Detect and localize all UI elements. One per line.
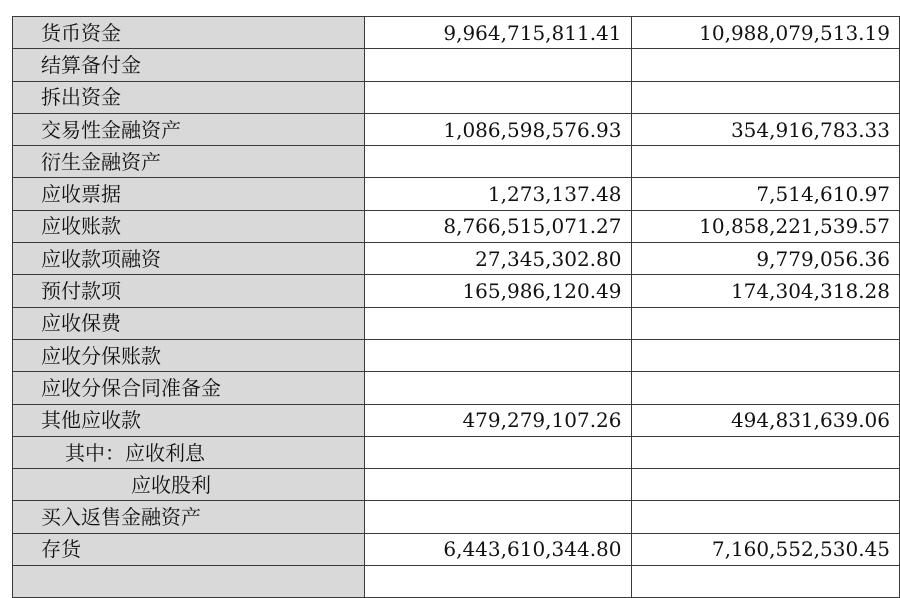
row-label: 预付款项 — [13, 275, 365, 307]
current-period-value — [365, 307, 631, 339]
row-label: 应收保费 — [13, 307, 365, 339]
previous-period-value — [631, 49, 900, 81]
row-label: 应收分保合同准备金 — [13, 372, 365, 404]
current-period-value: 1,273,137.48 — [365, 178, 631, 210]
table-row — [13, 339, 900, 371]
previous-period-value — [631, 469, 900, 501]
table-row — [13, 404, 900, 436]
current-period-value — [365, 81, 631, 113]
current-period-value — [365, 501, 631, 533]
row-label: 其他应收款 — [13, 404, 365, 436]
table-row — [13, 49, 900, 81]
table-row — [13, 566, 900, 598]
previous-period-value: 9,779,056.36 — [631, 243, 900, 275]
current-period-value: 1,086,598,576.93 — [365, 113, 631, 145]
previous-period-value: 494,831,639.06 — [631, 404, 900, 436]
previous-period-value — [631, 307, 900, 339]
previous-period-value: 7,514,610.97 — [631, 178, 900, 210]
row-label — [13, 566, 365, 598]
table-row — [13, 469, 900, 501]
current-period-value: 8,766,515,071.27 — [365, 210, 631, 242]
table-row — [13, 436, 900, 468]
current-period-value — [365, 372, 631, 404]
current-period-value — [365, 146, 631, 178]
table-row — [13, 307, 900, 339]
table-row — [13, 81, 900, 113]
previous-period-value — [631, 81, 900, 113]
table-row — [13, 17, 900, 49]
current-period-value: 27,345,302.80 — [365, 243, 631, 275]
row-label: 应收款项融资 — [13, 243, 365, 275]
previous-period-value: 354,916,783.33 — [631, 113, 900, 145]
current-period-value — [365, 339, 631, 371]
current-period-value: 165,986,120.49 — [365, 275, 631, 307]
current-period-value: 479,279,107.26 — [365, 404, 631, 436]
table-row — [13, 372, 900, 404]
table-row — [13, 501, 900, 533]
balance-sheet-body — [13, 17, 900, 598]
table-row — [13, 210, 900, 242]
row-label: 其中：应收利息 — [13, 436, 365, 468]
previous-period-value: 7,160,552,530.45 — [631, 533, 900, 565]
table-row — [13, 243, 900, 275]
row-label: 买入返售金融资产 — [13, 501, 365, 533]
table-row — [13, 113, 900, 145]
table-row — [13, 533, 900, 565]
row-label: 应收分保账款 — [13, 339, 365, 371]
current-period-value — [365, 566, 631, 598]
row-label: 应收账款 — [13, 210, 365, 242]
previous-period-value — [631, 146, 900, 178]
row-label: 拆出资金 — [13, 81, 365, 113]
current-period-value: 9,964,715,811.41 — [365, 17, 631, 49]
row-label: 存货 — [13, 533, 365, 565]
previous-period-value: 10,858,221,539.57 — [631, 210, 900, 242]
row-label: 结算备付金 — [13, 49, 365, 81]
previous-period-value: 10,988,079,513.19 — [631, 17, 900, 49]
table-row — [13, 178, 900, 210]
previous-period-value — [631, 372, 900, 404]
previous-period-value — [631, 339, 900, 371]
row-label: 交易性金融资产 — [13, 113, 365, 145]
current-period-value — [365, 49, 631, 81]
current-period-value: 6,443,610,344.80 — [365, 533, 631, 565]
row-label: 应收票据 — [13, 178, 365, 210]
table-row — [13, 146, 900, 178]
previous-period-value — [631, 566, 900, 598]
current-period-value — [365, 436, 631, 468]
row-label: 货币资金 — [13, 17, 365, 49]
balance-sheet-table — [12, 16, 900, 598]
row-label: 衍生金融资产 — [13, 146, 365, 178]
row-label: 应收股利 — [13, 469, 365, 501]
table-row — [13, 275, 900, 307]
previous-period-value: 174,304,318.28 — [631, 275, 900, 307]
current-period-value — [365, 469, 631, 501]
previous-period-value — [631, 436, 900, 468]
previous-period-value — [631, 501, 900, 533]
